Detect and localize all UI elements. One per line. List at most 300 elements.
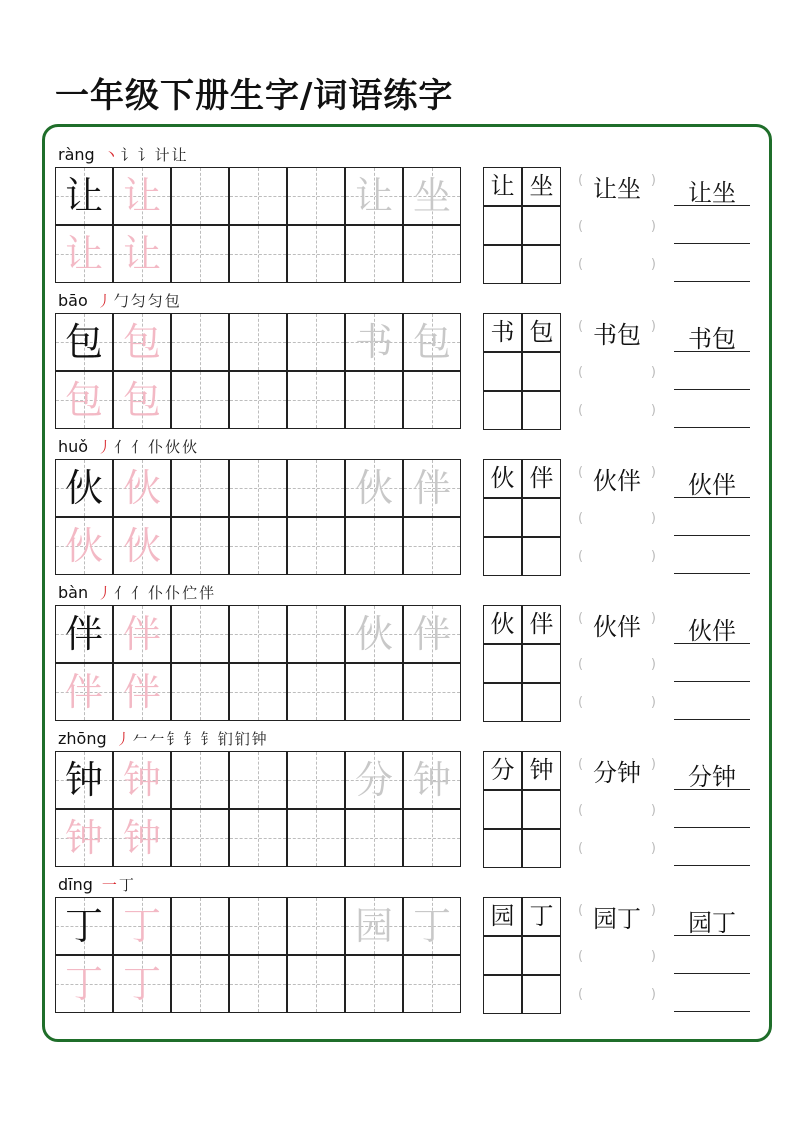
grid-cell[interactable] [287,809,345,867]
grid-cell[interactable] [55,167,113,225]
character-entry [0,435,800,581]
character-entry [0,581,800,727]
underlined-word: 伙伴 [688,617,736,645]
grid-cell[interactable] [113,313,171,371]
word-box [483,605,561,721]
parenthesis-word: 园丁 [593,905,641,933]
word-cell[interactable] [483,537,522,576]
left-paren: ( [578,757,584,772]
grid-cell[interactable] [171,459,229,517]
grid-cell[interactable] [403,225,461,283]
stroke-order-step: 仆 [148,437,164,456]
stroke-order-step: 𠂉 [149,729,165,748]
word-cell[interactable] [483,167,522,206]
model-character: 让 [64,174,103,218]
word-cell[interactable] [522,751,561,790]
right-paren: ) [650,841,656,856]
grid-cell[interactable] [287,459,345,517]
grid-cell[interactable] [171,167,229,225]
word-cell[interactable] [522,644,561,683]
pinyin-line [58,289,181,311]
grid-cell[interactable] [113,605,171,663]
writing-line[interactable] [674,427,750,428]
word-cell[interactable] [522,498,561,537]
grid-cell[interactable] [345,955,403,1013]
trace-character: 让 [64,232,103,276]
stroke-order-step: 计 [154,145,170,164]
word-character: 书 [490,318,515,346]
parenthesis-blank[interactable] [578,841,656,861]
writing-line[interactable] [674,497,750,498]
pinyin: ràng [58,144,95,164]
grid-cell[interactable] [345,605,403,663]
grid-cell[interactable] [345,167,403,225]
left-paren: ( [578,987,584,1002]
stroke-order-step: 𠂉 [132,729,148,748]
grid-cell[interactable] [345,751,403,809]
stroke-order-step: 仆 [165,583,181,602]
word-cell[interactable] [483,751,522,790]
underlined-word: 让坐 [688,179,736,207]
word-character: 伴 [529,464,554,492]
stroke-order-step: 一 [101,875,117,894]
left-paren: ( [578,803,584,818]
writing-line[interactable] [674,535,750,536]
writing-grid [55,167,461,283]
right-paren: ) [650,173,656,188]
grid-cell[interactable] [403,605,461,663]
grid-cell[interactable] [287,605,345,663]
parenthesis-blank[interactable] [578,803,656,823]
grid-cell[interactable] [229,167,287,225]
parenthesis-blank[interactable] [578,987,656,1007]
writing-line[interactable] [674,1011,750,1012]
writing-line[interactable] [674,827,750,828]
grid-cell[interactable] [55,751,113,809]
stroke-order-step: 亻 [114,437,130,456]
stroke-order-step: 伫 [182,583,198,602]
stroke-order-step: 勹 [113,291,129,310]
parenthesis-blank[interactable] [578,511,656,531]
trace-word-character: 分 [354,758,393,802]
right-paren: ) [650,695,656,710]
word-cell[interactable] [522,206,561,245]
grid-cell[interactable] [171,955,229,1013]
pinyin: huǒ [58,436,89,456]
left-paren: ( [578,903,584,918]
grid-cell[interactable] [287,751,345,809]
grid-cell[interactable] [229,371,287,429]
character-entry [0,873,800,1019]
left-paren: ( [578,841,584,856]
parenthesis-blank[interactable] [578,549,656,569]
grid-cell[interactable] [403,313,461,371]
right-paren: ) [650,757,656,772]
left-paren: ( [578,173,584,188]
grid-cell[interactable] [171,371,229,429]
grid-cell[interactable] [171,605,229,663]
word-cell[interactable] [483,605,522,644]
stroke-order-step: 钅 [166,729,182,748]
trace-character: 钟 [122,816,161,860]
trace-word-character: 钟 [412,758,451,802]
grid-cell[interactable] [55,517,113,575]
left-paren: ( [578,365,584,380]
grid-cell[interactable] [113,955,171,1013]
stroke-order-step: 丿 [115,729,131,748]
trace-word-character: 坐 [412,174,451,218]
model-character: 伴 [64,612,103,656]
grid-cell[interactable] [229,459,287,517]
writing-grid [55,459,461,575]
model-character: 钟 [64,758,103,802]
grid-cell[interactable] [287,167,345,225]
trace-character: 让 [122,174,161,218]
grid-cell[interactable] [171,809,229,867]
grid-cell[interactable] [113,371,171,429]
grid-cell[interactable] [229,605,287,663]
left-paren: ( [578,465,584,480]
left-paren: ( [578,403,584,418]
grid-cell[interactable] [229,751,287,809]
character-entry [0,143,800,289]
parenthesis-word: 让坐 [593,175,641,203]
word-box [483,897,561,1013]
grid-cell[interactable] [345,517,403,575]
left-paren: ( [578,657,584,672]
right-paren: ) [650,657,656,672]
page-title: 一年级下册生字/词语练字 [55,76,454,116]
stroke-order-step: 讠 [120,145,136,164]
parenthesis-blank[interactable] [578,365,656,385]
right-paren: ) [650,511,656,526]
stroke-order-step: 钔 [234,729,250,748]
pinyin: bàn [58,582,89,602]
word-cell[interactable] [522,537,561,576]
grid-cell[interactable] [55,225,113,283]
pinyin-line [58,727,268,749]
stroke-order-step: 伴 [199,583,215,602]
writing-line[interactable] [674,351,750,352]
stroke-order-step: 让 [171,145,187,164]
trace-word-character: 伴 [412,612,451,656]
parenthesis-word: 伙伴 [593,613,641,641]
grid-cell[interactable] [345,371,403,429]
trace-character: 钟 [64,816,103,860]
word-character: 坐 [529,172,554,200]
parenthesis-word: 伙伴 [593,467,641,495]
right-paren: ) [650,257,656,272]
trace-character: 伙 [122,466,161,510]
left-paren: ( [578,219,584,234]
right-paren: ) [650,465,656,480]
grid-cell[interactable] [403,167,461,225]
writing-line[interactable] [674,935,750,936]
grid-cell[interactable] [345,809,403,867]
word-cell[interactable] [483,829,522,868]
grid-cell[interactable] [171,225,229,283]
grid-cell[interactable] [287,663,345,721]
grid-cell[interactable] [55,313,113,371]
grid-cell[interactable] [287,225,345,283]
writing-grid [55,313,461,429]
stroke-order-step: 丶 [103,145,119,164]
grid-cell[interactable] [345,225,403,283]
writing-grid [55,605,461,721]
stroke-order-step: 钅 [183,729,199,748]
word-cell[interactable] [522,313,561,352]
left-paren: ( [578,611,584,626]
right-paren: ) [650,549,656,564]
grid-cell[interactable] [55,663,113,721]
word-character: 丁 [529,902,554,930]
grid-cell[interactable] [229,663,287,721]
word-cell[interactable] [522,829,561,868]
grid-cell[interactable] [403,751,461,809]
pinyin: dīng [58,874,93,894]
grid-cell[interactable] [287,955,345,1013]
grid-cell[interactable] [113,167,171,225]
stroke-order-step: 匀 [130,291,146,310]
right-paren: ) [650,949,656,964]
grid-cell[interactable] [113,663,171,721]
writing-line[interactable] [674,281,750,282]
word-cell[interactable] [483,313,522,352]
trace-word-character: 伴 [412,466,451,510]
trace-word-character: 伙 [354,466,393,510]
grid-cell[interactable] [403,955,461,1013]
trace-word-character: 书 [354,320,393,364]
stroke-order-step: 丿 [97,437,113,456]
stroke-order-step: 匀 [147,291,163,310]
trace-character: 包 [122,378,161,422]
right-paren: ) [650,903,656,918]
word-cell[interactable] [522,683,561,722]
parenthesis-blank[interactable] [578,403,656,423]
stroke-order-step: 钟 [251,729,267,748]
parenthesis-blank[interactable] [578,219,656,239]
stroke-order-step: 丿 [97,583,113,602]
left-paren: ( [578,319,584,334]
word-cell[interactable] [483,459,522,498]
word-cell[interactable] [483,206,522,245]
underlined-word: 伙伴 [688,471,736,499]
stroke-order-step: 钔 [217,729,233,748]
trace-character: 伙 [64,524,103,568]
trace-word-character: 园 [354,904,393,948]
pinyin: bāo [58,290,88,310]
word-character: 伙 [490,610,515,638]
pinyin-line [58,143,188,165]
grid-cell[interactable] [55,605,113,663]
grid-cell[interactable] [403,663,461,721]
word-cell[interactable] [522,936,561,975]
stroke-order-step: 讠 [137,145,153,164]
pinyin-line [58,581,215,603]
word-box [483,313,561,429]
word-cell[interactable] [522,975,561,1014]
parenthesis-blank[interactable] [578,257,656,277]
stroke-order-step: 伙 [182,437,198,456]
underlined-word: 分钟 [688,763,736,791]
grid-cell[interactable] [171,313,229,371]
word-cell[interactable] [483,245,522,284]
writing-line[interactable] [674,243,750,244]
writing-line[interactable] [674,573,750,574]
word-cell[interactable] [522,167,561,206]
grid-cell[interactable] [171,897,229,955]
grid-cell[interactable] [55,371,113,429]
word-cell[interactable] [522,459,561,498]
word-box [483,751,561,867]
grid-cell[interactable] [287,313,345,371]
left-paren: ( [578,695,584,710]
grid-cell[interactable] [229,517,287,575]
word-cell[interactable] [483,790,522,829]
grid-cell[interactable] [287,517,345,575]
word-cell[interactable] [522,245,561,284]
grid-cell[interactable] [113,809,171,867]
grid-cell[interactable] [113,459,171,517]
grid-cell[interactable] [403,809,461,867]
character-entry [0,289,800,435]
writing-line[interactable] [674,973,750,974]
grid-cell[interactable] [55,955,113,1013]
word-cell[interactable] [483,352,522,391]
writing-line[interactable] [674,681,750,682]
left-paren: ( [578,511,584,526]
word-cell[interactable] [483,498,522,537]
model-character: 丁 [64,904,103,948]
grid-cell[interactable] [171,517,229,575]
underlined-word: 园丁 [688,909,736,937]
word-character: 伴 [529,610,554,638]
character-entry [0,727,800,873]
left-paren: ( [578,257,584,272]
stroke-order-step: 亻 [131,583,147,602]
grid-cell[interactable] [229,313,287,371]
grid-cell[interactable] [229,225,287,283]
trace-character: 包 [122,320,161,364]
writing-grid [55,897,461,1013]
stroke-order-step: 包 [164,291,180,310]
word-cell[interactable] [522,897,561,936]
pinyin: zhōng [58,728,107,748]
grid-cell[interactable] [345,313,403,371]
writing-line[interactable] [674,719,750,720]
grid-cell[interactable] [113,517,171,575]
word-character: 园 [490,902,515,930]
word-cell[interactable] [483,644,522,683]
word-character: 包 [529,318,554,346]
right-paren: ) [650,803,656,818]
writing-line[interactable] [674,389,750,390]
word-character: 让 [490,172,515,200]
grid-cell[interactable] [403,897,461,955]
writing-line[interactable] [674,643,750,644]
word-cell[interactable] [522,605,561,644]
pinyin-line [58,873,135,895]
word-cell[interactable] [483,683,522,722]
word-box [483,167,561,283]
word-cell[interactable] [522,352,561,391]
trace-word-character: 让 [354,174,393,218]
right-paren: ) [650,319,656,334]
right-paren: ) [650,987,656,1002]
trace-character: 包 [64,378,103,422]
word-character: 钟 [529,756,554,784]
writing-line[interactable] [674,789,750,790]
trace-character: 伴 [122,670,161,714]
writing-grid [55,751,461,867]
grid-cell[interactable] [403,371,461,429]
right-paren: ) [650,219,656,234]
trace-word-character: 伙 [354,612,393,656]
parenthesis-blank[interactable] [578,949,656,969]
grid-cell[interactable] [171,751,229,809]
trace-word-character: 包 [412,320,451,364]
writing-line[interactable] [674,205,750,206]
underlined-word: 书包 [688,325,736,353]
grid-cell[interactable] [113,751,171,809]
stroke-order-step: 仆 [148,583,164,602]
grid-cell[interactable] [113,897,171,955]
grid-cell[interactable] [229,955,287,1013]
grid-cell[interactable] [171,663,229,721]
word-cell[interactable] [483,936,522,975]
word-cell[interactable] [522,790,561,829]
left-paren: ( [578,949,584,964]
word-cell[interactable] [483,391,522,430]
right-paren: ) [650,611,656,626]
grid-cell[interactable] [55,459,113,517]
pinyin-line [58,435,198,457]
trace-character: 让 [122,232,161,276]
stroke-order-step: 伙 [165,437,181,456]
left-paren: ( [578,549,584,564]
word-cell[interactable] [483,975,522,1014]
parenthesis-word: 书包 [593,321,641,349]
grid-cell[interactable] [55,897,113,955]
trace-character: 伴 [122,612,161,656]
word-cell[interactable] [483,897,522,936]
grid-cell[interactable] [229,809,287,867]
parenthesis-blank[interactable] [578,657,656,677]
stroke-order-step: 丿 [96,291,112,310]
word-box [483,459,561,575]
grid-cell[interactable] [229,897,287,955]
grid-cell[interactable] [403,517,461,575]
grid-cell[interactable] [55,809,113,867]
grid-cell[interactable] [345,663,403,721]
grid-cell[interactable] [345,459,403,517]
trace-word-character: 丁 [412,904,451,948]
model-character: 伙 [64,466,103,510]
trace-character: 丁 [122,904,161,948]
trace-character: 伙 [122,524,161,568]
grid-cell[interactable] [345,897,403,955]
word-cell[interactable] [522,391,561,430]
trace-character: 丁 [64,962,103,1006]
grid-cell[interactable] [403,459,461,517]
grid-cell[interactable] [287,897,345,955]
grid-cell[interactable] [113,225,171,283]
parenthesis-blank[interactable] [578,695,656,715]
grid-cell[interactable] [287,371,345,429]
stroke-order-step: 亻 [131,437,147,456]
model-character: 包 [64,320,103,364]
writing-line[interactable] [674,865,750,866]
